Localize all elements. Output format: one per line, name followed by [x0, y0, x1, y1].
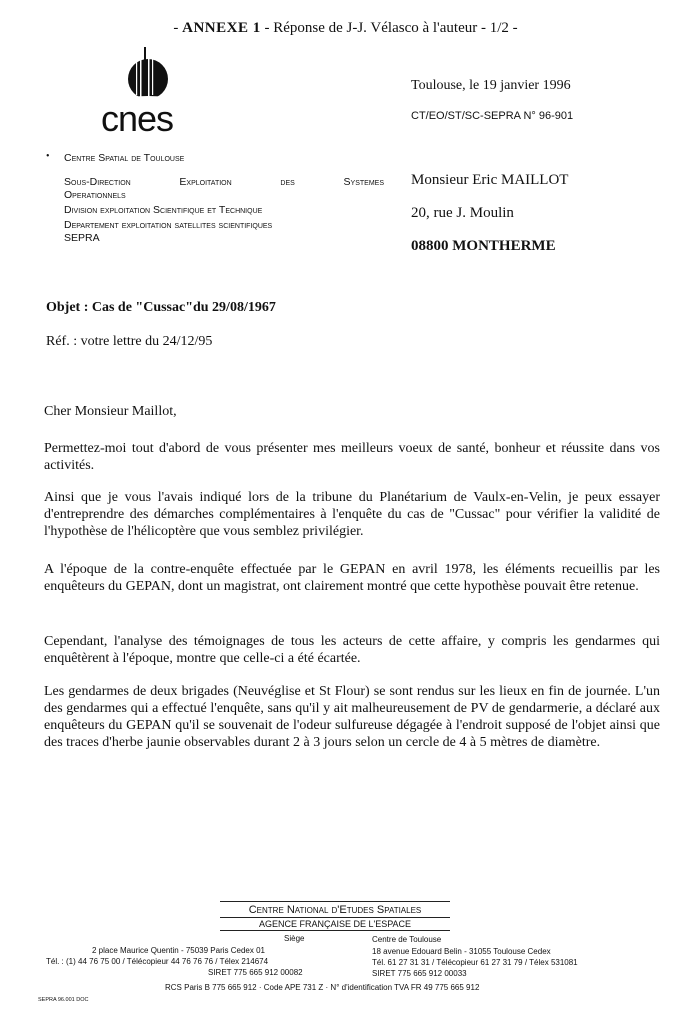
subdirection-word: des — [280, 176, 295, 188]
footer-right-address: 18 avenue Edouard Belin - 31055 Toulouse Cedex — [372, 947, 551, 956]
annex-suffix: - Réponse de J-J. Vélasco à l'auteur - 1/2 - — [260, 20, 518, 36]
sender-division: Division exploitation Scientifique et Technique — [64, 204, 263, 216]
footer-left-address: 2 place Maurice Quentin - 75039 Paris Cedex 01 — [92, 946, 265, 955]
sender-bullet: • — [46, 151, 50, 162]
sender-subdirection — [64, 176, 384, 202]
reference-line: Réf. : votre lettre du 24/12/95 — [46, 334, 213, 349]
body-paragraph: Les gendarmes de deux brigades (Neuvéglise et St Flour) se sont rendus sur les lieux en fin de journée. L'un des gendarmes qui a effectué l'enquête, sans qu'il y ait malheureusement de PV de gendarmerie, a déclaré aux enquêteurs du GEPAN qu'il se souvenait de l'odeur sulfureuse dégagée à l'endroit supposé de l'objet ainsi que des traces d'herbe jaunie observables durant 2 à 3 jours selon un cercle de 4 à 5 mètres de diamètre. — [44, 684, 660, 750]
subdirection-word: Exploitation — [179, 176, 232, 188]
salutation: Cher Monsieur Maillot, — [44, 404, 177, 419]
subdirection-line2: Operationnels — [64, 189, 126, 201]
footer-left-label: Siège — [284, 934, 305, 943]
letter-date: Toulouse, le 19 janvier 1996 — [411, 78, 571, 93]
sender-department: Departement exploitation satellites scientifiques — [64, 219, 273, 231]
subject-line: Objet : Cas de "Cussac"du 29/08/1967 — [46, 300, 276, 315]
footer-left-phones: Tél. : (1) 44 76 75 00 / Télécopieur 44 76 76 76 / Télex 214674 — [46, 957, 269, 966]
sender-center: Centre Spatial de Toulouse — [64, 152, 185, 164]
recipient-name: Monsieur Eric MAILLOT — [411, 172, 569, 188]
footer-agency: AGENCE FRANÇAISE DE L'ESPACE — [258, 919, 412, 929]
sender-unit: SEPRA — [64, 232, 100, 244]
footer-doc-code: SEPRA 96.001 DOC — [38, 997, 89, 1003]
annex-header — [0, 20, 691, 37]
annex-prefix: - — [173, 20, 183, 36]
recipient-street: 20, rue J. Moulin — [411, 205, 514, 221]
footer-right-phones: Tél. 61 27 31 31 / Télécopieur 61 27 31 79 / Télex 531081 — [372, 958, 578, 967]
body-paragraph: Permettez-moi tout d'abord de vous présenter mes meilleurs voeux de santé, bonheur et réussite dans vos activités. — [44, 441, 660, 473]
footer-left-siret: SIRET 775 665 912 00082 — [208, 968, 303, 977]
footer-org-name: Centre National d'Etudes Spatiales — [220, 902, 450, 918]
footer-right-siret: SIRET 775 665 912 00033 — [372, 969, 467, 978]
subdirection-word: Systemes — [343, 176, 384, 188]
footer-right-label: Centre de Toulouse — [372, 935, 442, 944]
annex-title: ANNEXE 1 — [182, 20, 261, 36]
footer-org-box — [220, 901, 450, 931]
reference-code: CT/EO/ST/SC-SEPRA N° 96-901 — [411, 110, 574, 122]
recipient-city: 08800 MONTHERME — [411, 238, 556, 254]
body-paragraph: A l'époque de la contre-enquête effectuée par le GEPAN en avril 1978, les éléments recueillis par les enquêteurs du GEPAN, dont un magistrat, ont clairement montré que cette hypothèse pouvait être retenue. — [44, 562, 660, 594]
footer-rcs: RCS Paris B 775 665 912 · Code APE 731 Z · N° d'identification TVA FR 49 775 665 912 — [165, 983, 480, 992]
body-paragraph: Cependant, l'analyse des témoignages de tous les acteurs de cette affaire, y compris les gendarmes qui enquêtèrent à l'époque, montre que celle-ci a été écartée. — [44, 634, 660, 666]
cnes-logo-text: cnes — [101, 98, 174, 139]
body-paragraph: Ainsi que je vous l'avais indiqué lors de la tribune du Planétarium de Vaulx-en-Velin, je peux essayer d'entreprendre des démarches complémentaires à l'enquête du cas de "Cussac" pour vérifier la validité de l'hypothèse de l'hélicoptère que vous semblez privilégier. — [44, 490, 660, 539]
subdirection-word: Sous-Direction — [64, 176, 131, 188]
